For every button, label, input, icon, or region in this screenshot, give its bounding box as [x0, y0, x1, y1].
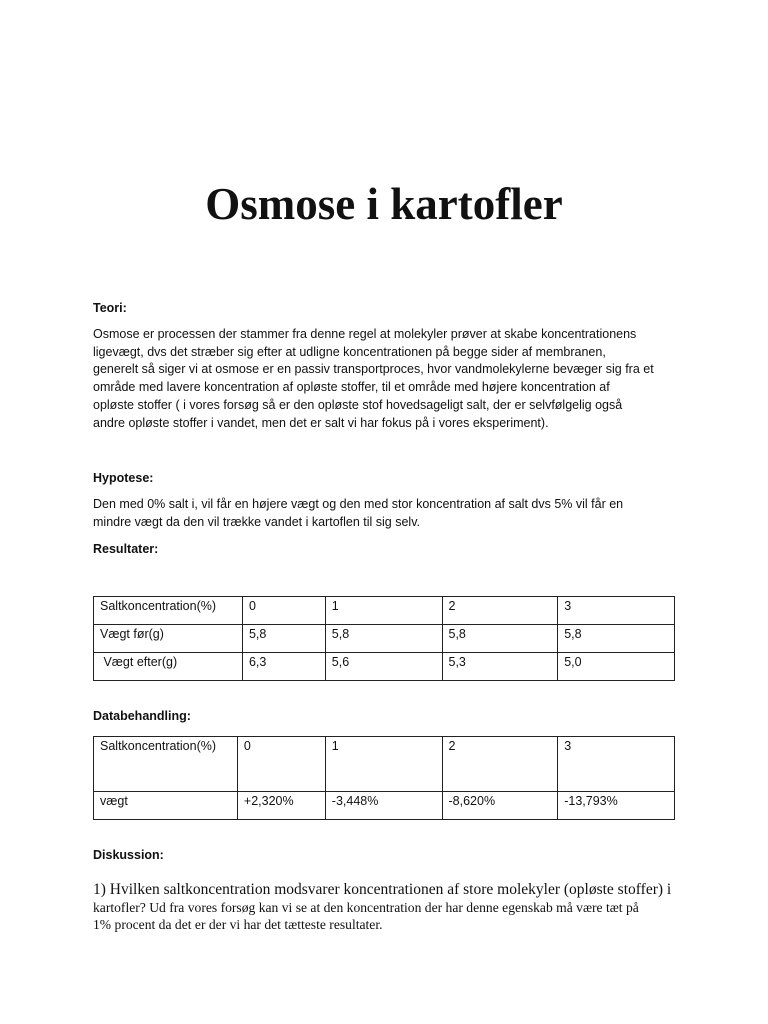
table-row — [94, 625, 675, 653]
table-row — [94, 737, 675, 792]
paragraph-line: 1% procent da det er der vi har det tætteste resultater. — [93, 917, 383, 932]
table-cell: 0 — [237, 737, 325, 792]
table-cell: 5,8 — [242, 625, 325, 653]
paragraph-line: andre opløste stoffer i vandet, men det er salt vi har fokus på i vores eksperiment). — [93, 415, 549, 430]
table-cell: 2 — [442, 597, 558, 625]
table-cell: 5,3 — [442, 653, 558, 681]
table-cell: 5,6 — [325, 653, 442, 681]
table-cell: 3 — [558, 597, 675, 625]
paragraph-line: kartofler? Ud fra vores forsøg kan vi se at den koncentration der har denne egenskab må være tæt på — [93, 900, 639, 915]
paragraph-line: opløste stoffer ( i vores forsøg så er den opløste stof hovedsageligt salt, der er selvfølgelig også — [93, 397, 623, 412]
paragraph-line: generelt så siger vi at osmose er en passiv transportproces, hvor vandmolekylerne bevæger sig fra et — [93, 362, 654, 377]
data-processing-table — [93, 736, 675, 820]
table-cell: 5,0 — [558, 653, 675, 681]
document-title: Osmose i kartofler — [205, 179, 563, 229]
table-cell: Saltkoncentration(%) — [94, 597, 243, 625]
paragraph-line: område med lavere koncentration af opløste stoffer, til et område med højere koncentration af — [93, 380, 610, 395]
table-cell: 3 — [558, 737, 675, 792]
paragraph-line: mindre vægt da den vil trække vandet i kartoflen til sig selv. — [93, 514, 420, 529]
table-cell: 5,8 — [558, 625, 675, 653]
heading-teori: Teori: — [93, 301, 127, 315]
heading-hypotese: Hypotese: — [93, 471, 154, 485]
table-cell: 5,8 — [325, 625, 442, 653]
table-row — [94, 792, 675, 820]
table-cell: +2,320% — [237, 792, 325, 820]
heading-resultater: Resultater: — [93, 542, 159, 556]
table-cell: -13,793% — [558, 792, 675, 820]
paragraph-hypotese — [93, 496, 683, 531]
table-cell: 6,3 — [242, 653, 325, 681]
results-table — [93, 596, 675, 681]
paragraph-line: ligevægt, dvs det stræber sig efter at udligne koncentrationen på begge sider af membranen, — [93, 344, 606, 359]
paragraph-diskussion — [93, 881, 683, 933]
table-cell: vægt — [94, 792, 238, 820]
table-cell: Saltkoncentration(%) — [94, 737, 238, 792]
table-cell: 1 — [325, 737, 442, 792]
paragraph-line: 1) Hvilken saltkoncentration modsvarer koncentrationen af store molekyler (opløste stoffer) i — [93, 881, 672, 898]
table-row — [94, 597, 675, 625]
table-cell: Vægt før(g) — [94, 625, 243, 653]
table-cell: 5,8 — [442, 625, 558, 653]
table-cell: 1 — [325, 597, 442, 625]
table-cell: Vægt efter(g) — [94, 653, 243, 681]
paragraph-line: Osmose er processen der stammer fra denne regel at molekyler prøver at skabe koncentrationens — [93, 327, 637, 341]
table-cell: 0 — [242, 597, 325, 625]
table-cell: -3,448% — [325, 792, 442, 820]
table-cell: 2 — [442, 737, 558, 792]
heading-diskussion: Diskussion: — [93, 848, 164, 862]
table-row — [94, 653, 675, 681]
heading-databehandling: Databehandling: — [93, 709, 191, 723]
table-cell: -8,620% — [442, 792, 558, 820]
paragraph-teori — [93, 326, 683, 432]
paragraph-line: Den med 0% salt i, vil får en højere vægt og den med stor koncentration af salt dvs 5% vil får en — [93, 497, 624, 511]
